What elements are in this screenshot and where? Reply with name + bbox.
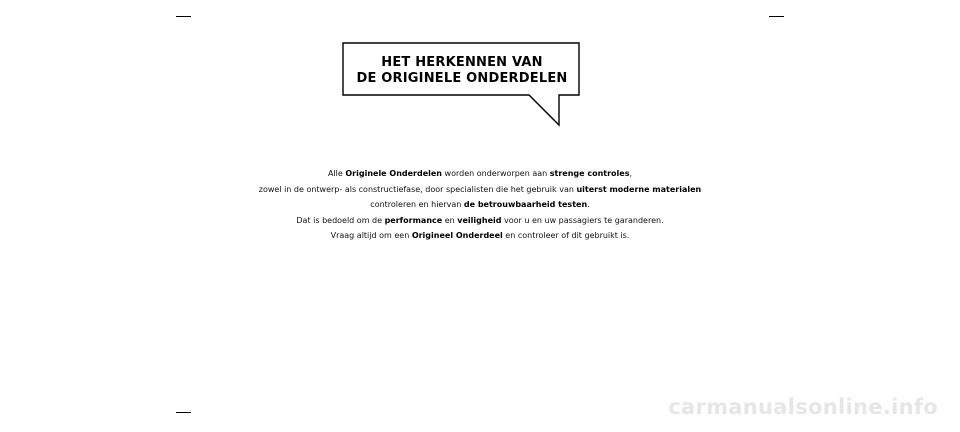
text-run: Vraag altijd om een <box>330 231 412 240</box>
intro-line-4 <box>200 213 760 229</box>
text-run: en <box>442 215 458 225</box>
intro-line-3 <box>200 197 760 213</box>
emphasis-run: Originele Onderdelen <box>345 169 442 178</box>
text-run: . <box>587 200 590 209</box>
text-run: zowel in de ontwerp- als constructiefase, door specialisten die het gebruik van <box>258 184 577 194</box>
intro-line-5 <box>200 228 760 244</box>
text-run: en controleer of dit gebruikt is. <box>502 231 630 240</box>
text-run: worden onderworpen aan <box>442 169 550 178</box>
emphasis-run: uiterst moderne materialen <box>576 184 702 194</box>
title-line-1: HET HERKENNEN VAN <box>381 55 543 70</box>
text-run: voor u en uw passagiers te garanderen. <box>501 215 664 225</box>
text-run: , <box>629 169 633 178</box>
text-run: Dat is bedoeld om de <box>296 215 385 225</box>
emphasis-run: de betrouwbaarheid testen <box>463 200 588 209</box>
intro-paragraph <box>200 166 760 244</box>
intro-line-1 <box>200 166 760 182</box>
text-run: Alle <box>327 169 346 178</box>
crop-mark-top-left <box>176 16 191 17</box>
watermark: carmanualsonline.info <box>668 395 938 419</box>
emphasis-run: performance <box>384 215 443 225</box>
crop-mark-top-right <box>769 16 784 17</box>
text-run: controleren en hiervan <box>370 200 464 209</box>
speech-bubble <box>341 41 583 129</box>
intro-line-2 <box>200 182 760 198</box>
title-line-2: DE ORIGINELE ONDERDELEN <box>356 71 568 86</box>
emphasis-run: Origineel Onderdeel <box>411 231 503 240</box>
emphasis-run: strenge controles <box>549 169 630 178</box>
page-title <box>343 55 581 87</box>
emphasis-run: veiligheid <box>457 215 502 225</box>
